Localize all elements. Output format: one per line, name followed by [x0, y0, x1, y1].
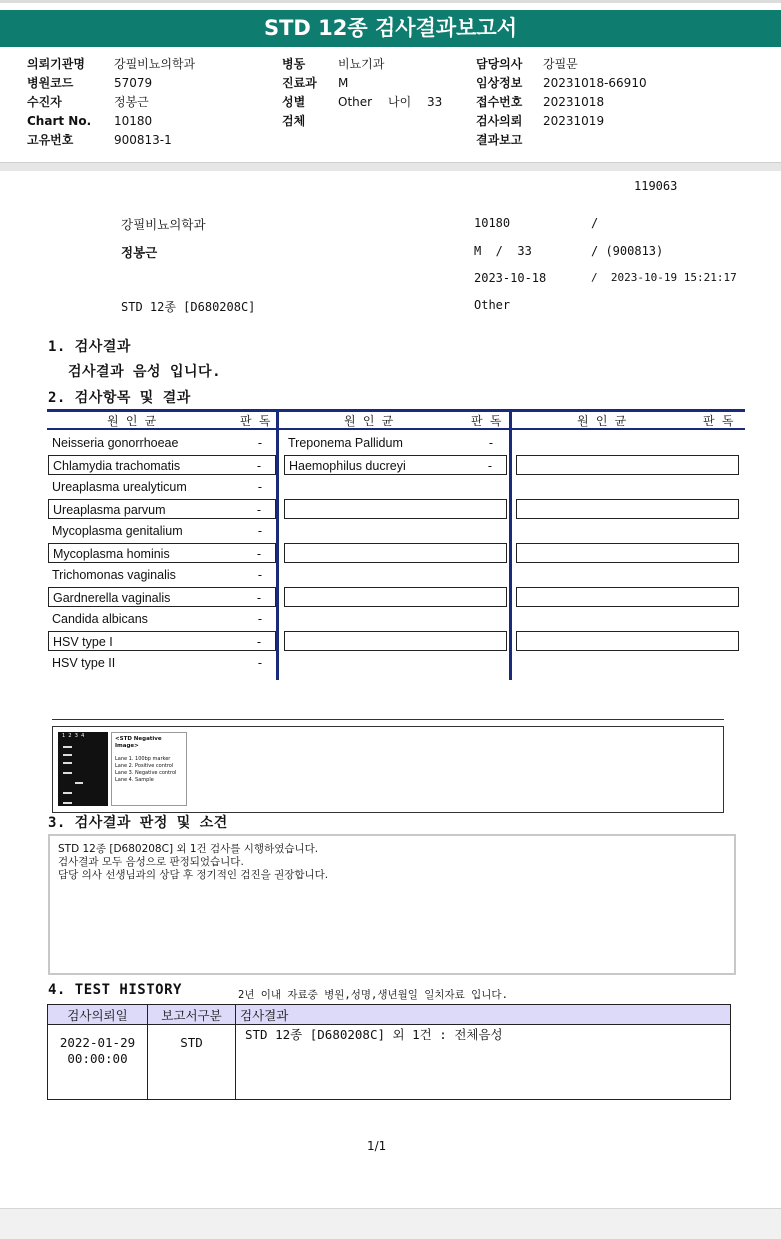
gel-legend-line: Lane 3. Negative control [115, 770, 177, 776]
header-left-values [114, 55, 195, 150]
info-clinic: 강필비뇨의학과 [121, 217, 206, 232]
empty-result-row [284, 565, 507, 585]
result-row [48, 653, 276, 673]
gel-lane-numbers: 1 2 3 4 [62, 733, 85, 739]
gel-legend [111, 732, 187, 806]
col1-header-name: 원 인 균 [107, 414, 157, 428]
pathogen-name: HSV type II [52, 656, 116, 670]
value-specimen: Other [338, 95, 373, 109]
gel-band [63, 802, 72, 804]
info-slash: / [591, 216, 599, 230]
gel-legend-title: <STD Negative Image> [115, 736, 162, 749]
footer-bar [0, 1208, 781, 1239]
pathogen-name: Treponema Pallidum [288, 436, 403, 450]
empty-result-row [516, 521, 739, 541]
result-row [48, 499, 276, 519]
empty-result-row [284, 653, 507, 673]
history-col-result: 검사결과 [236, 1005, 731, 1025]
empty-result-row [284, 587, 507, 607]
empty-result-row [516, 631, 739, 651]
gel-legend-line: Lane 4. Sample [115, 777, 154, 783]
info-birth: / (900813) [591, 244, 664, 258]
pathogen-name: Neisseria gonorrhoeae [52, 436, 179, 450]
pathogen-result: - [257, 612, 262, 626]
report-title: STD 12종 검사결과보고서 [0, 10, 781, 47]
empty-result-row [516, 477, 739, 497]
empty-result-row [516, 609, 739, 629]
section-2-title: 2. 검사항목 및 결과 [48, 390, 191, 406]
history-col-date: 검사의뢰일 [48, 1005, 148, 1025]
section-3-title: 3. 검사결과 판정 및 소견 [48, 815, 228, 831]
history-col-type: 보고서구분 [148, 1005, 236, 1025]
value-institution: 강필비뇨의학과 [114, 57, 196, 71]
label-report-date: 결과보고 [476, 133, 523, 147]
gel-band [63, 746, 72, 748]
empty-result-row [516, 499, 739, 519]
col1-header-result: 판 독 [240, 414, 271, 428]
opinion-line: 검사결과 모두 음성으로 판정되었습니다. [58, 856, 244, 868]
empty-result-row [284, 543, 507, 563]
opinion-line: STD 12종 [D680208C] 외 1건 검사를 시행하였습니다. [58, 843, 319, 855]
label-unique-no: 고유번호 [27, 133, 74, 147]
info-sex-age: M / 33 [474, 244, 532, 258]
table-row [48, 1025, 731, 1100]
pathogen-name: HSV type I [53, 635, 113, 649]
history-time: 00:00:00 [67, 1051, 128, 1066]
label-request-date: 검사의뢰 [476, 114, 523, 128]
result-row [48, 543, 276, 563]
grid-divider-2 [509, 409, 512, 680]
result-row [48, 521, 276, 541]
value-request-date: 20231018 [543, 95, 605, 109]
grid-divider-1 [276, 409, 279, 680]
history-type: STD [148, 1025, 236, 1100]
header-right-values [543, 55, 647, 131]
result-row [48, 455, 276, 475]
label-department: 진료과 [282, 76, 317, 90]
section-1-text: 검사결과 음성 입니다. [68, 364, 222, 380]
value-sex: M [338, 76, 349, 90]
gel-band [63, 762, 72, 764]
gel-band [63, 792, 72, 794]
label-ward: 병동 [282, 57, 306, 71]
gel-band [75, 782, 83, 784]
label-institution: 의뢰기관명 [27, 57, 85, 71]
pathogen-result: - [488, 436, 493, 450]
label-sex: 성별 [282, 95, 306, 109]
empty-result-row [284, 477, 507, 497]
result-row [48, 565, 276, 585]
gel-legend-line: Lane 2. Positive control [115, 763, 174, 769]
pathogen-result: - [257, 524, 262, 538]
empty-result-row [516, 565, 739, 585]
empty-result-row [284, 631, 507, 651]
result-row [48, 433, 276, 453]
top-border [0, 0, 781, 3]
value-hospital-code: 57079 [114, 76, 153, 90]
pathogen-name: Ureaplasma parvum [53, 503, 166, 517]
result-row [284, 433, 507, 453]
empty-result-row [516, 455, 739, 475]
opinion-box [48, 834, 736, 975]
history-date: 2022-01-29 [59, 1035, 136, 1050]
header-left-labels [27, 55, 91, 150]
history-date-cell [48, 1025, 148, 1100]
section-1-title: 1. 검사결과 [48, 339, 131, 355]
header-mid-labels [282, 55, 317, 131]
info-chart: 10180 [474, 216, 511, 230]
pathogen-name: Chlamydia trachomatis [53, 459, 181, 473]
gel-image-frame [52, 726, 724, 813]
gel-band [63, 772, 72, 774]
col2-header-result: 판 독 [471, 414, 502, 428]
label-patient: 수진자 [27, 95, 62, 109]
label-chart-no: Chart No. [27, 114, 92, 128]
info-test-name: STD 12종 [D680208C] [121, 300, 256, 314]
image-top-rule [52, 719, 724, 720]
empty-result-row [284, 609, 507, 629]
opinion-line: 담당 의사 선생님과의 상담 후 정기적인 검진을 권장합니다. [58, 869, 329, 881]
result-row [48, 631, 276, 651]
pathogen-result: - [256, 591, 261, 605]
history-note: 2년 이내 자료중 병원,성명,생년월일 일치자료 입니다. [238, 989, 508, 1001]
result-row [48, 477, 276, 497]
empty-result-row [516, 543, 739, 563]
pathogen-result: - [256, 547, 261, 561]
value-receipt-no: 20231018-66910 [543, 76, 647, 90]
pathogen-result: - [257, 480, 262, 494]
value-patient: 정봉근 [114, 95, 149, 109]
info-specimen: Other [474, 298, 511, 312]
pathogen-result: - [487, 459, 492, 473]
pathogen-result: - [256, 635, 261, 649]
col3-header-name: 원 인 균 [577, 414, 627, 428]
empty-result-row [516, 587, 739, 607]
empty-result-row [284, 521, 507, 541]
info-request-date: 2023-10-18 [474, 271, 547, 285]
info-patient: 정봉근 [121, 245, 158, 260]
pathogen-name: Ureaplasma urealyticum [52, 480, 187, 494]
pathogen-name: Gardnerella vaginalis [53, 591, 171, 605]
result-row [284, 455, 507, 475]
empty-result-row [516, 433, 739, 453]
pathogen-result: - [257, 568, 262, 582]
gel-image [58, 732, 108, 806]
header-separator [0, 162, 781, 171]
pathogen-result: - [257, 656, 262, 670]
gel-legend-line: Lane 1. 100bp marker [115, 756, 171, 762]
value-chart-no: 10180 [114, 114, 153, 128]
result-row [48, 609, 276, 629]
page-number: 1/1 [367, 1139, 387, 1153]
label-specimen: 검체 [282, 114, 306, 128]
value-doctor: 강필문 [543, 57, 578, 71]
pathogen-name: Trichomonas vaginalis [52, 568, 176, 582]
value-report-date: 20231019 [543, 114, 605, 128]
pathogen-name: Haemophilus ducreyi [289, 459, 406, 473]
header-mid-values [338, 55, 384, 112]
label-age: 나이 [388, 95, 412, 109]
pathogen-name: Mycoplasma genitalium [52, 524, 183, 538]
result-row [48, 587, 276, 607]
gel-band [63, 754, 72, 756]
section-4-title: 4. TEST HISTORY [48, 982, 182, 998]
history-table [47, 1004, 731, 1100]
pathogen-result: - [256, 459, 261, 473]
pathogen-result: - [257, 436, 262, 450]
info-report-datetime: / 2023-10-19 15:21:17 [591, 271, 737, 284]
value-age: 33 [427, 95, 443, 109]
history-header-row [48, 1005, 731, 1025]
header-right-labels [476, 55, 522, 150]
empty-result-row [284, 499, 507, 519]
col2-header-name: 원 인 균 [344, 414, 394, 428]
pathogen-name: Mycoplasma hominis [53, 547, 170, 561]
label-hospital-code: 병원코드 [27, 76, 74, 90]
label-clinical-info: 임상정보 [476, 76, 523, 90]
col3-header-result: 판 독 [703, 414, 734, 428]
value-department: 비뇨기과 [338, 57, 385, 71]
label-receipt-no: 접수번호 [476, 95, 523, 109]
pathogen-result: - [256, 503, 261, 517]
value-unique-no: 900813-1 [114, 133, 172, 147]
history-result: STD 12종 [D680208C] 외 1건 : 전체음성 [236, 1025, 731, 1100]
pathogen-name: Candida albicans [52, 612, 148, 626]
label-doctor: 담당의사 [476, 57, 523, 71]
page-code: 119063 [634, 179, 678, 193]
